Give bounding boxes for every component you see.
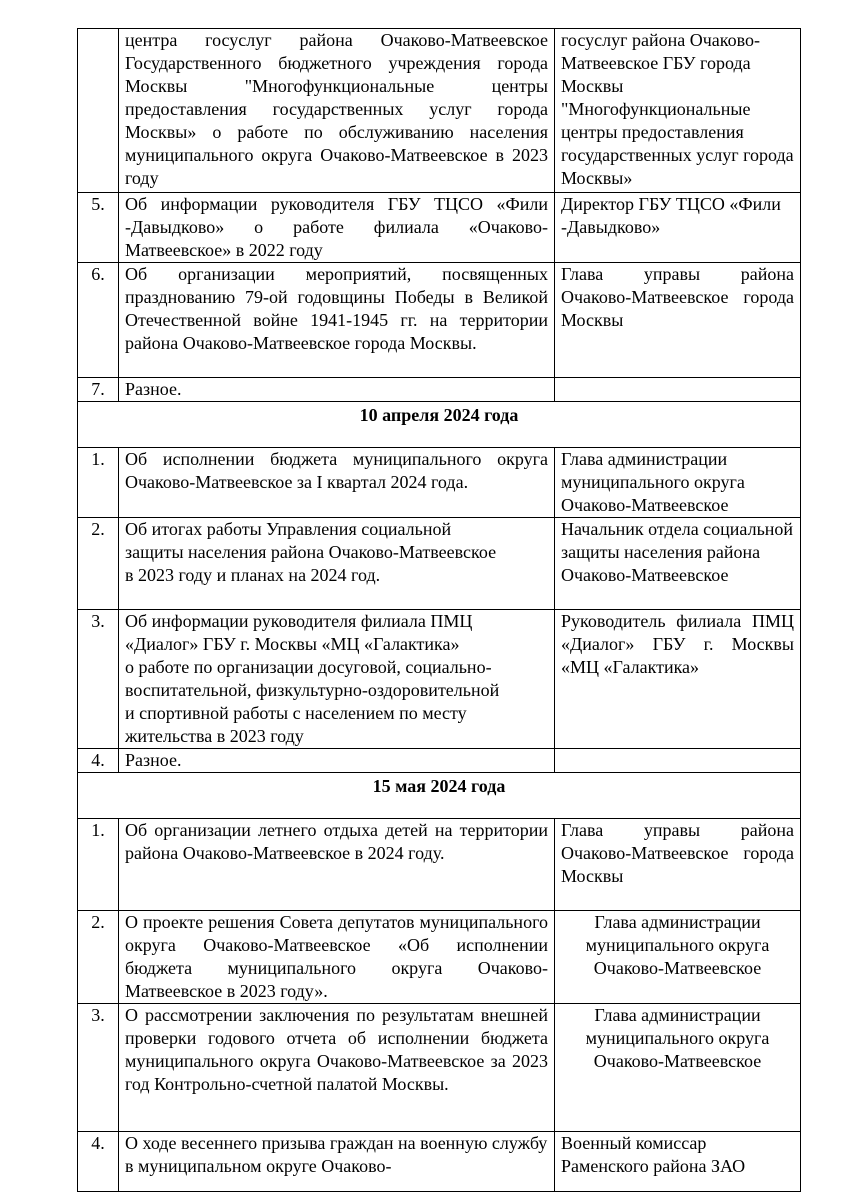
row-responsible: [555, 749, 801, 773]
table-row: [78, 29, 801, 193]
meeting-plan-table: [77, 28, 801, 1192]
row-number: 6.: [78, 263, 119, 378]
table-row: [78, 1004, 801, 1132]
row-number: 3.: [78, 610, 119, 749]
row-topic: О проекте решения Совета депутатов муниципального округа Очаково-Матвеевское «Об исполнении бюджета муниципального округа Очаково-Матвеевское в 2023 году».: [119, 911, 555, 1004]
row-responsible: [555, 378, 801, 402]
row-topic: Об итогах работы Управления социальной защиты населения района Очаково-Матвеевское в 2023 году и планах на 2024 год.: [119, 518, 555, 610]
row-number: 4.: [78, 1132, 119, 1192]
row-topic: Разное.: [119, 378, 555, 402]
row-responsible: Начальник отдела социальной защиты населения района Очаково-Матвеевское: [555, 518, 801, 610]
row-number: 2.: [78, 518, 119, 610]
row-topic: Об организации мероприятий, посвященных празднованию 79-ой годовщины Победы в Великой Отечественной войне 1941-1945 гг. на территории района Очаково-Матвеевское города Москвы.: [119, 263, 555, 378]
row-number: 1.: [78, 819, 119, 911]
row-topic: Об информации руководителя филиала ПМЦ «Диалог» ГБУ г. Москвы «МЦ «Галактика» о работе по организации досуговой, социально- воспитательной, физкультурно-оздоровительной и спортивной работы с населением по месту жительства в 2023 году: [119, 610, 555, 749]
row-number: 1.: [78, 448, 119, 518]
section-date-may: 15 мая 2024 года: [78, 773, 801, 819]
row-topic: О рассмотрении заключения по результатам внешней проверки годового отчета об исполнении бюджета муниципального округа Очаково-Матвеевское за 2023 год Контрольно-счетной палатой Москвы.: [119, 1004, 555, 1132]
table-row: [78, 378, 801, 402]
row-responsible: Глава администрации муниципального округа Очаково-Матвеевское: [555, 1004, 801, 1132]
row-number: [78, 29, 119, 193]
table-row: [78, 263, 801, 378]
row-number: 7.: [78, 378, 119, 402]
section-date-april: 10 апреля 2024 года: [78, 402, 801, 448]
section-date-row: [78, 402, 801, 448]
section-date-row: [78, 773, 801, 819]
table-row: [78, 1132, 801, 1192]
row-topic: Об исполнении бюджета муниципального округа Очаково-Матвеевское за I квартал 2024 года.: [119, 448, 555, 518]
row-responsible: Глава управы района Очаково-Матвеевское города Москвы: [555, 819, 801, 911]
row-responsible: Военный комиссар Раменского района ЗАО: [555, 1132, 801, 1192]
row-responsible: Глава администрации муниципального округа Очаково-Матвеевское: [555, 911, 801, 1004]
row-topic: О ходе весеннего призыва граждан на военную службу в муниципальном округе Очаково-: [119, 1132, 555, 1192]
row-number: 2.: [78, 911, 119, 1004]
table-row: [78, 819, 801, 911]
row-number: 3.: [78, 1004, 119, 1132]
row-topic: Об организации летнего отдыха детей на территории района Очаково-Матвеевское в 2024 году.: [119, 819, 555, 911]
row-topic: Об информации руководителя ГБУ ТЦСО «Фили -Давыдково» о работе филиала «Очаково-Матвеевское» в 2022 году: [119, 193, 555, 263]
row-topic: центра госуслуг района Очаково-Матвеевское Государственного бюджетного учреждения города Москвы "Многофункциональные центры предоставления государственных услуг города Москвы» о работе по обслуживанию населения муниципального округа Очаково-Матвеевское в 2023 году: [119, 29, 555, 193]
table-row: [78, 448, 801, 518]
row-responsible: Руководитель филиала ПМЦ «Диалог» ГБУ г. Москвы «МЦ «Галактика»: [555, 610, 801, 749]
table-row: [78, 911, 801, 1004]
row-topic: Разное.: [119, 749, 555, 773]
row-responsible: Глава администрации муниципального округа Очаково-Матвеевское: [555, 448, 801, 518]
row-responsible: госуслуг района Очаково-Матвеевское ГБУ города Москвы "Многофункциональные центры предоставления государственных услуг города Москвы»: [555, 29, 801, 193]
row-number: 5.: [78, 193, 119, 263]
table-row: [78, 610, 801, 749]
table-row: [78, 193, 801, 263]
table-row: [78, 749, 801, 773]
row-number: 4.: [78, 749, 119, 773]
row-responsible: Глава управы района Очаково-Матвеевское города Москвы: [555, 263, 801, 378]
table-row: [78, 518, 801, 610]
row-responsible: Директор ГБУ ТЦСО «Фили -Давыдково»: [555, 193, 801, 263]
